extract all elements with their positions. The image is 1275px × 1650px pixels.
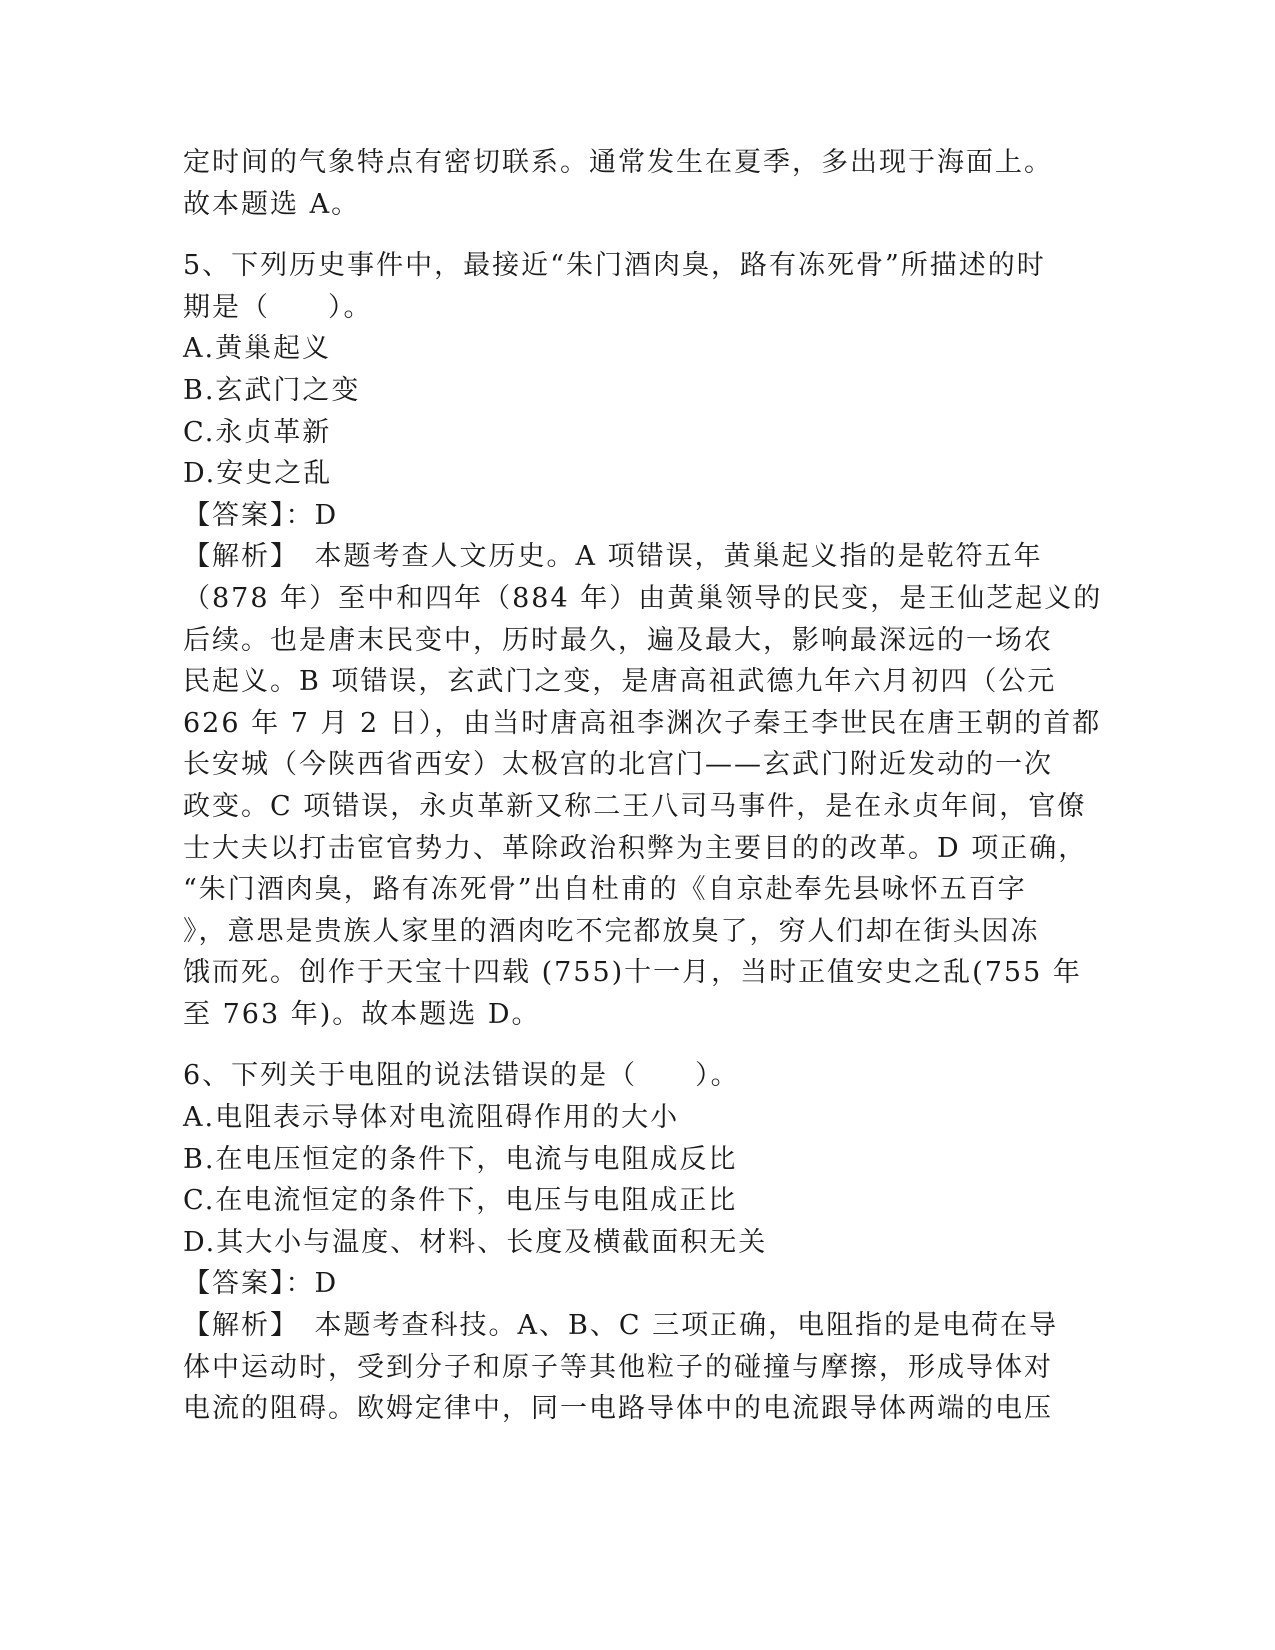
question-5 [183, 245, 1103, 1035]
analysis-line: 【解析】 本题考查科技。A、B、C 三项正确，电阻指的是电荷在导 [183, 1310, 1059, 1342]
option-a: A.电阻表示导体对电流阻碍作用的大小 [183, 1102, 680, 1134]
answer-line: 【答案】：D [183, 1268, 339, 1300]
analysis-line: 体中运动时，受到分子和原子等其他粒子的碰撞与摩擦，形成导体对 [183, 1351, 1053, 1383]
analysis-line: 士大夫以打击宦官势力、革除政治积弊为主要目的的改革。D 项正确， [183, 832, 1088, 864]
question-6 [183, 1055, 1083, 1429]
question-text: 6、下列关于电阻的说法错误的是（ ）。 [183, 1060, 740, 1092]
question-text: 5、下列历史事件中，最接近“朱门酒肉臭，路有冻死骨”所描述的时 [183, 250, 1046, 282]
option-b: B.玄武门之变 [183, 374, 361, 406]
analysis-line: 》，意思是贵族人家里的酒肉吃不完都放臭了，穷人们却在街头因冻 [183, 915, 1040, 947]
option-d: D.其大小与温度、材料、长度及横截面积无关 [183, 1226, 768, 1258]
analysis-line: 626 年 7 月 2 日），由当时唐高祖李渊次子秦王李世民在唐王朝的首都 [183, 707, 1102, 739]
analysis-line: 民起义。B 项错误，玄武门之变，是唐高祖武德九年六月初四（公元 [183, 666, 1057, 698]
analysis-line: （878 年）至中和四年（884 年）由黄巢领导的民变，是王仙芝起义的 [183, 582, 1103, 614]
answer-line: 【答案】：D [183, 499, 339, 531]
text-line: 故本题选 A。 [183, 188, 361, 220]
intro-paragraph [183, 142, 1083, 225]
option-c: C.永贞革新 [183, 416, 332, 448]
option-d: D.安史之乱 [183, 458, 333, 490]
spacer [183, 1035, 1083, 1055]
analysis-line: 饿而死。创作于天宝十四载 (755)十一月，当时正值安史之乱(755 年 [183, 957, 1082, 989]
analysis-line: 政变。C 项错误，永贞革新又称二王八司马事件，是在永贞年间，官僚 [183, 790, 1087, 822]
analysis-line: 至 763 年)。故本题选 D。 [183, 998, 541, 1030]
analysis-line: 后续。也是唐末民变中，历时最久，遍及最大，影响最深远的一场农 [183, 624, 1053, 656]
option-c: C.在电流恒定的条件下，电压与电阻成正比 [183, 1185, 738, 1217]
option-a: A.黄巢起义 [183, 333, 332, 365]
analysis-line: 【解析】 本题考查人文历史。A 项错误，黄巢起义指的是乾符五年 [183, 541, 1043, 573]
spacer [183, 225, 1083, 245]
analysis-line: “朱门酒肉臭，路有冻死骨”出自杜甫的《自京赴奉先县咏怀五百字 [183, 874, 1027, 906]
question-text: 期是（ ）。 [183, 291, 373, 323]
document-page [183, 142, 1103, 1430]
text-line: 定时间的气象特点有密切联系。通常发生在夏季，多出现于海面上。 [183, 147, 1053, 178]
option-b: B.在电压恒定的条件下，电流与电阻成反比 [183, 1143, 738, 1175]
analysis-line: 电流的阻碍。欧姆定律中，同一电路导体中的电流跟导体两端的电压 [183, 1393, 1053, 1425]
analysis-line: 长安城（今陕西省西安）太极宫的北宫门——玄武门附近发动的一次 [183, 749, 1053, 781]
